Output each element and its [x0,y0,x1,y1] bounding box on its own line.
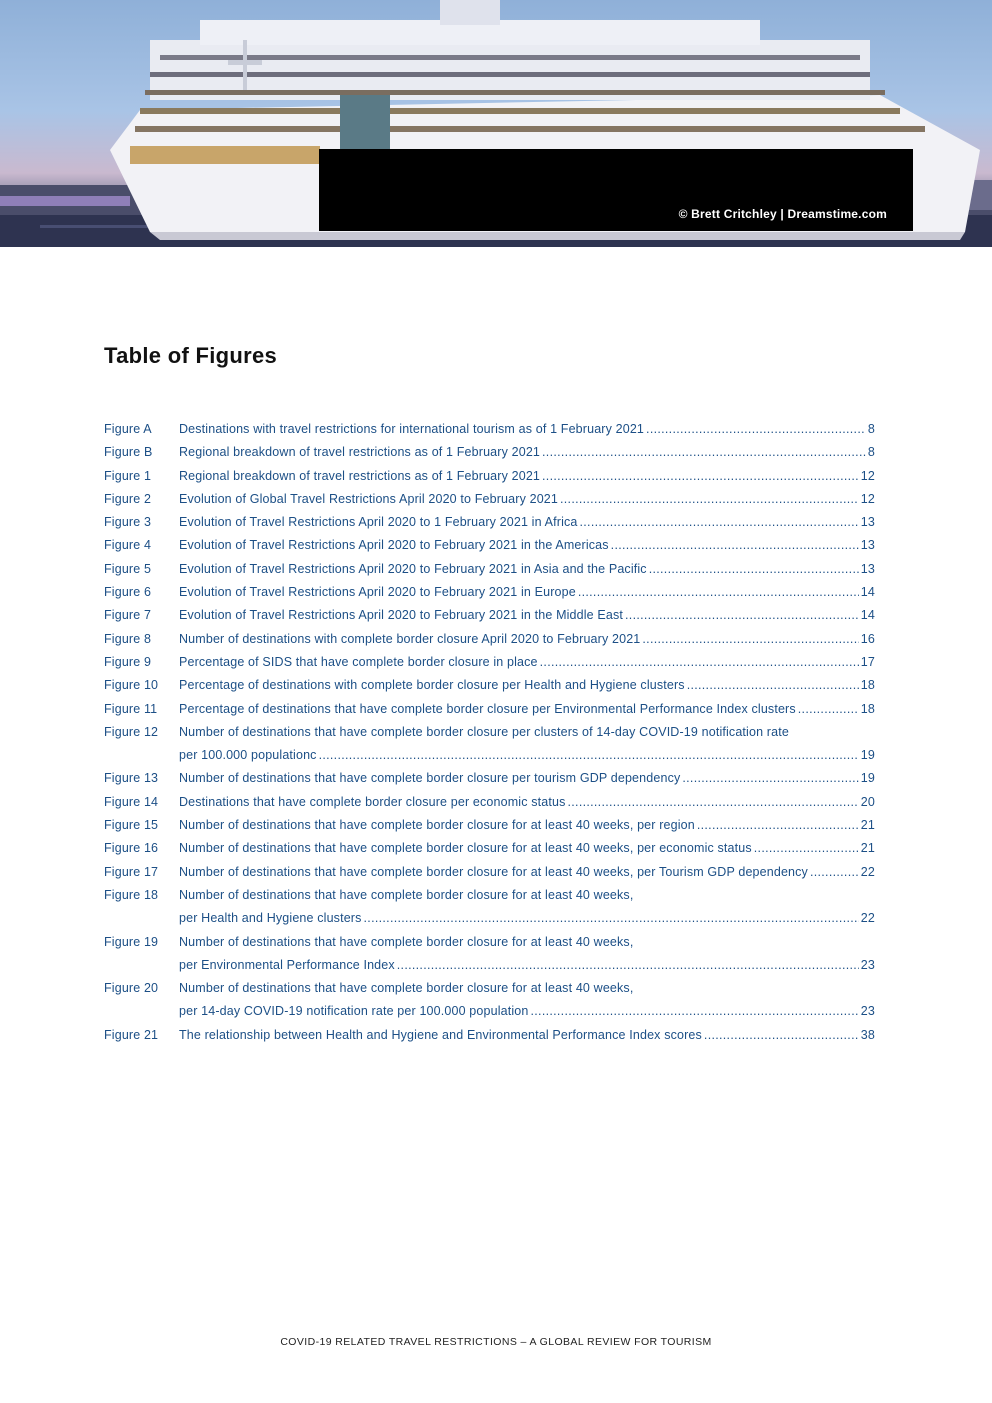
page-number: 14 [860,585,875,600]
page-number: 12 [860,468,875,483]
dot-leader [568,791,859,814]
figure-label: Figure 4 [104,538,152,553]
figure-title: Evolution of Travel Restrictions April 2020 to February 2021 in Asia and the Pacific [179,561,647,576]
figure-title: Evolution of Travel Restrictions April 2020 to February 2021 in the Middle East [179,608,624,623]
dot-leader [531,1000,859,1023]
page-number: 22 [860,911,875,926]
dot-leader [646,418,866,441]
dot-leader [682,767,858,790]
figure-title: Number of destinations that have complete border closure for at least 40 weeks, per Tourism GDP dependency [179,864,808,879]
toc-entry[interactable] [104,418,875,441]
figure-title: Percentage of destinations that have complete border closure per Environmental Performance Index clusters [179,701,796,716]
toc-entry[interactable] [104,721,875,768]
figure-title: Destinations that have complete border closure per economic status [179,794,566,809]
figure-label: Figure 13 [104,771,159,786]
figure-label: Figure 18 [104,887,159,902]
figure-title: Regional breakdown of travel restrictions as of 1 February 2021 [179,445,541,460]
figure-label: Figure 20 [104,981,159,996]
figure-title: Number of destinations that have complete border closure for at least 40 weeks, [179,887,634,902]
dot-leader [687,674,859,697]
figure-label: Figure 9 [104,654,152,669]
toc-entry[interactable] [104,791,875,814]
figure-label: Figure 19 [104,934,159,949]
page-number: 13 [860,561,875,576]
figure-title: Regional breakdown of travel restrictions as of 1 February 2021 [179,468,541,483]
figure-title: Evolution of Travel Restrictions April 2020 to February 2021 in the Americas [179,538,609,553]
figure-label: Figure 1 [104,468,152,483]
figure-label: Figure 21 [104,1027,159,1042]
page-number: 38 [860,1027,875,1042]
figure-title: Number of destinations that have complete border closure for at least 40 weeks, [179,934,634,949]
figure-label: Figure 5 [104,561,152,576]
toc-entry[interactable] [104,465,875,488]
dot-leader [625,604,859,627]
dot-leader [810,861,859,884]
toc-entry[interactable] [104,441,875,464]
page-number: 19 [860,771,875,786]
figure-title: Percentage of destinations with complete border closure per Health and Hygiene clusters [179,678,685,693]
toc-entry[interactable] [104,534,875,557]
figure-title: Evolution of Travel Restrictions April 2020 to 1 February 2021 in Africa [179,515,578,530]
figure-label: Figure A [104,422,152,436]
figure-label: Figure 6 [104,585,152,600]
page-title: Table of Figures [104,343,278,368]
toc-entry[interactable] [104,884,875,931]
figure-label: Figure 2 [104,491,152,506]
dot-leader [697,814,859,837]
photo-credit: © Brett Critchley | Dreamstime.com [678,207,887,221]
toc-entry[interactable] [104,651,875,674]
toc-entry[interactable] [104,931,875,978]
dot-leader [798,698,859,721]
page-number: 16 [860,631,875,646]
toc-entry[interactable] [104,861,875,884]
figure-title: Evolution of Travel Restrictions April 2020 to February 2021 in Europe [179,585,576,600]
dot-leader [397,954,859,977]
figure-title: Destinations with travel restrictions for international tourism as of 1 February 2021 [179,422,645,436]
page-number: 8 [867,445,875,460]
dot-leader [580,511,859,534]
figure-title: Percentage of SIDS that have complete border closure in place [179,654,538,669]
figure-title: Number of destinations that have complete border closure per tourism GDP dependency [179,771,681,786]
page-number: 12 [860,491,875,506]
figure-title: Number of destinations that have complete border closure for at least 40 weeks, per region [179,818,695,833]
page-number: 14 [860,608,875,623]
dot-leader [704,1024,859,1047]
page-number: 19 [860,748,875,763]
dot-leader [611,534,859,557]
page-number: 21 [860,818,875,833]
figure-label: Figure 17 [104,864,159,879]
figure-label: Figure 16 [104,841,159,856]
figure-title: The relationship between Health and Hygiene and Environmental Performance Index scores [179,1027,702,1042]
page-number: 23 [860,957,875,972]
figure-label: Figure 15 [104,818,159,833]
figure-label: Figure B [104,445,153,460]
dot-leader [319,744,859,767]
figure-title: per Health and Hygiene clusters [179,911,362,926]
figure-label: Figure 8 [104,631,152,646]
photo-caption-box [319,149,913,231]
page-number: 21 [860,841,875,856]
figure-title: Number of destinations that have complete border closure for at least 40 weeks, per economic status [179,841,752,856]
figure-label: Figure 14 [104,794,159,809]
page-number: 18 [860,678,875,693]
toc-entry[interactable] [104,604,875,627]
page-number: 13 [860,515,875,530]
figure-label: Figure 12 [104,724,159,739]
page-number: 18 [860,701,875,716]
figure-label: Figure 11 [104,701,158,716]
page-footer: COVID-19 RELATED TRAVEL RESTRICTIONS – A GLOBAL REVIEW FOR TOURISM [280,1336,712,1348]
toc-entry[interactable] [104,628,875,651]
figure-title: Number of destinations with complete border closure April 2020 to February 2021 [179,631,641,646]
dot-leader [560,488,859,511]
toc-entry[interactable] [104,977,875,1024]
toc-entry[interactable] [104,558,875,581]
page-number: 20 [860,794,875,809]
toc-entry[interactable] [104,488,875,511]
toc-entry[interactable] [104,837,875,860]
page-number: 8 [867,422,875,436]
figure-title: per 14-day COVID-19 notification rate per 100.000 population [179,1004,529,1019]
toc-entry[interactable] [104,581,875,604]
dot-leader [578,581,859,604]
toc-entry[interactable] [104,674,875,697]
figure-label: Figure 10 [104,678,159,693]
toc-entry[interactable] [104,511,875,534]
figure-title: Number of destinations that have complete border closure for at least 40 weeks, [179,981,634,996]
dot-leader [642,628,858,651]
hero-photo [0,0,992,247]
dot-leader [364,907,859,930]
dot-leader [540,651,859,674]
figure-title: per Environmental Performance Index [179,957,395,972]
toc-entry[interactable] [104,1024,875,1047]
page-number: 13 [860,538,875,553]
dot-leader [542,441,866,464]
figure-label: Figure 3 [104,515,152,530]
page-number: 23 [860,1004,875,1019]
figure-title: per 100.000 populationc [179,748,317,763]
figure-title: Evolution of Global Travel Restrictions April 2020 to February 2021 [179,491,558,506]
page-number: 17 [860,654,875,669]
dot-leader [754,837,859,860]
figure-title: Number of destinations that have complete border closure per clusters of 14-day COVID-19 notification rate [179,724,789,739]
figure-label: Figure 7 [104,608,152,623]
toc-entry[interactable] [104,814,875,837]
dot-leader [542,465,859,488]
page-number: 22 [860,864,875,879]
table-of-figures [104,418,875,1047]
dot-leader [649,558,859,581]
toc-entry[interactable] [104,767,875,790]
toc-entry[interactable] [104,698,875,721]
